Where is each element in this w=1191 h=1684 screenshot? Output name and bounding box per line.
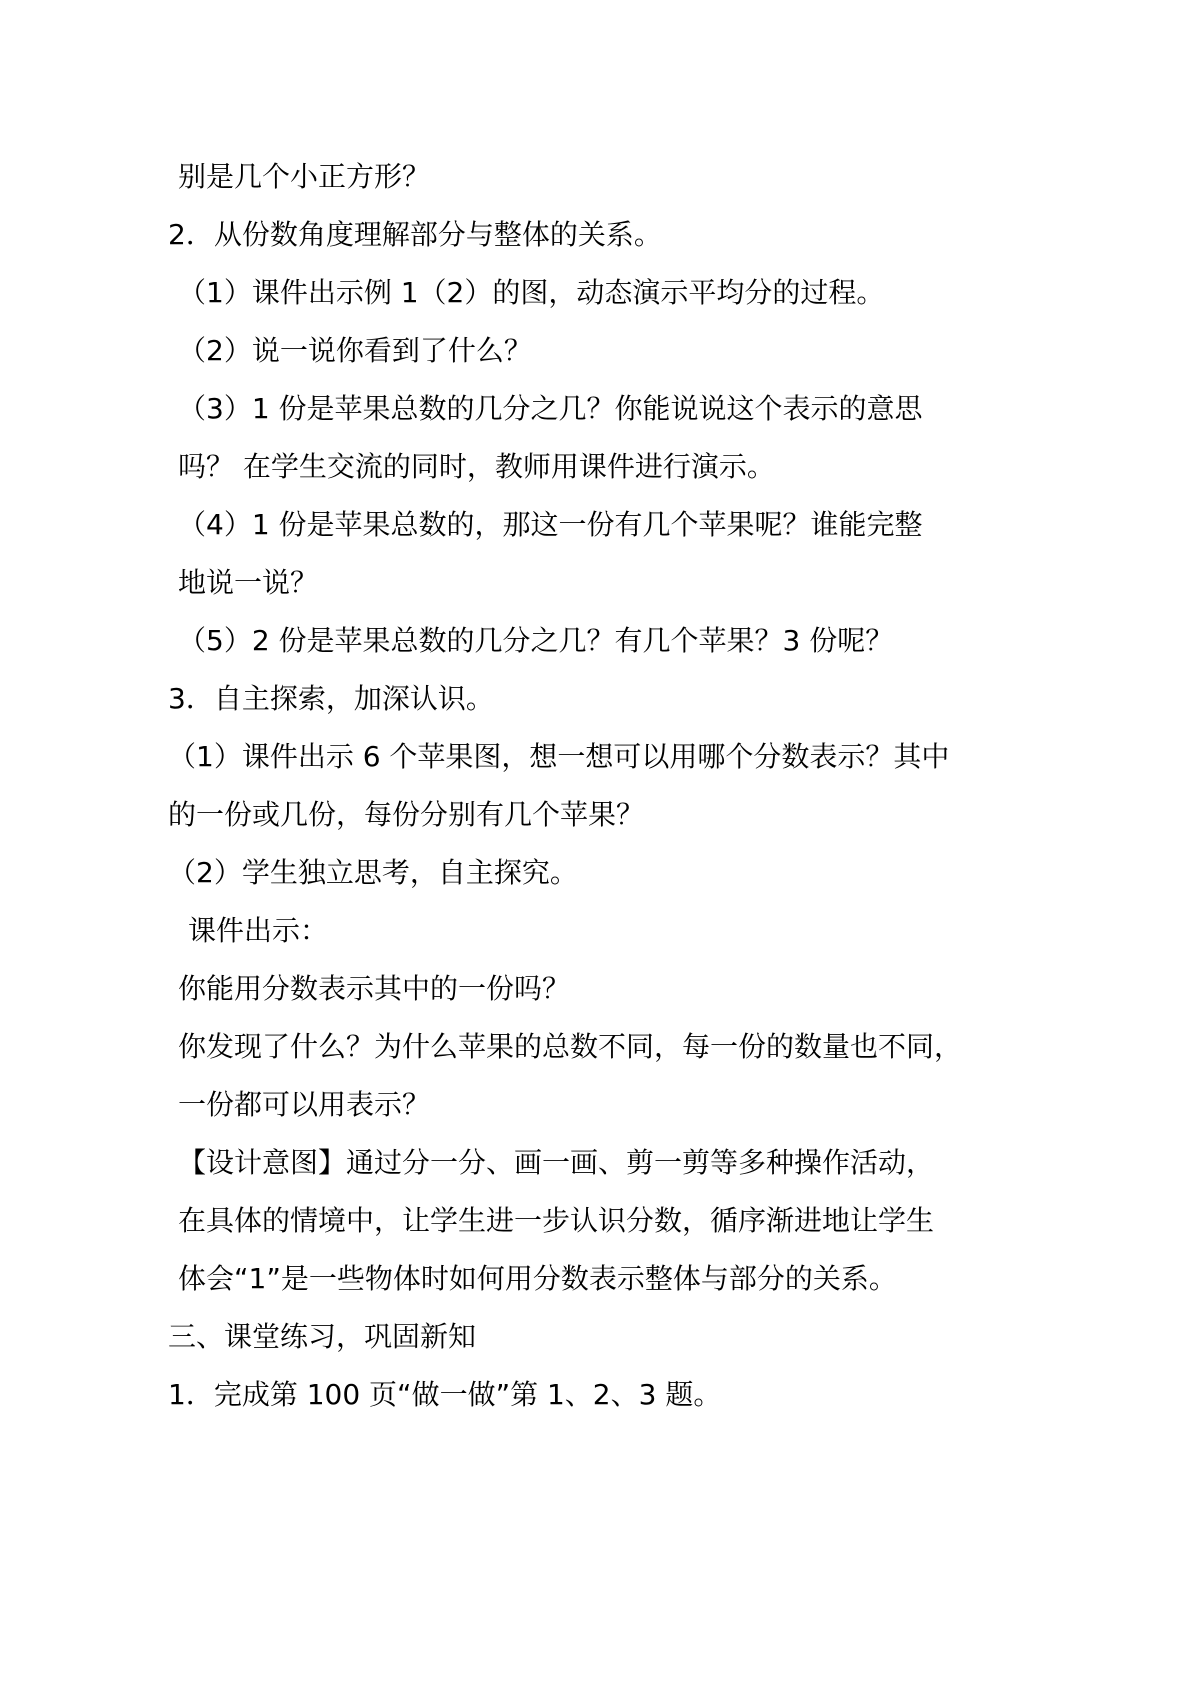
text-line: （3）1 份是苹果总数的几分之几？你能说说这个表示的意思 — [178, 392, 923, 425]
text-line: 三、课堂练习，巩固新知 — [168, 1320, 477, 1353]
text-line: （5）2 份是苹果总数的几分之几？有几个苹果？3 份呢？ — [178, 624, 894, 657]
text-line: 3．自主探索，加深认识。 — [168, 682, 494, 715]
text-line: 1．完成第 100 页“做一做”第 1、2、3 题。 — [168, 1378, 722, 1411]
text-line: 课件出示： — [188, 914, 329, 947]
text-line: 地说一说？ — [178, 566, 319, 599]
text-line: 【设计意图】通过分一分、画一画、剪一剪等多种操作活动， — [178, 1146, 935, 1179]
text-line: 在具体的情境中，让学生进一步认识分数，循序渐进地让学生 — [178, 1204, 935, 1237]
text-line: 2．从份数角度理解部分与整体的关系。 — [168, 218, 662, 251]
text-line: （2）学生独立思考，自主探究。 — [168, 856, 578, 889]
text-line: （4）1 份是苹果总数的，那这一份有几个苹果呢？谁能完整 — [178, 508, 923, 541]
text-line: （2）说一说你看到了什么？ — [178, 334, 532, 367]
text-line: 你能用分数表示其中的一份吗？ — [178, 972, 571, 1005]
text-line: 的一份或几份，每份分别有几个苹果？ — [168, 798, 645, 831]
text-line: 你发现了什么？为什么苹果的总数不同，每一份的数量也不同， — [178, 1030, 963, 1063]
text-line: 别是几个小正方形？ — [178, 160, 431, 193]
text-line: 体会“1”是一些物体时如何用分数表示整体与部分的关系。 — [178, 1262, 897, 1295]
text-line: 一份都可以用表示？ — [178, 1088, 431, 1121]
text-line: 吗？ 在学生交流的同时，教师用课件进行演示。 — [178, 450, 775, 483]
text-line: （1）课件出示 6 个苹果图，想一想可以用哪个分数表示？其中 — [168, 740, 950, 773]
text-line: （1）课件出示例 1（2）的图，动态演示平均分的过程。 — [178, 276, 885, 309]
